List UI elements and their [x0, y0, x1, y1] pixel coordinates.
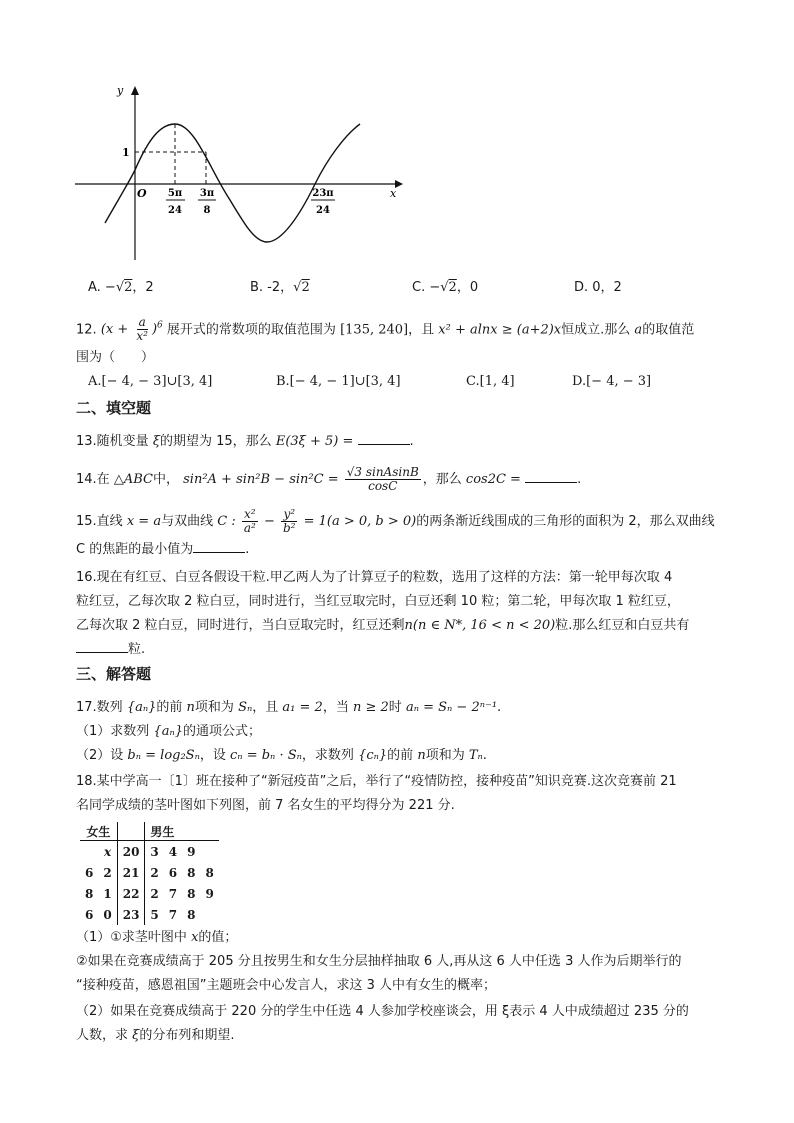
q16-line1: 16.现在有红豆、白豆各假设干粒.甲乙两人为了计算豆子的粒数，选用了这样的方法：第一轮甲每次取 4 — [76, 570, 673, 585]
q18-part1: （1）①求茎叶图中 x的值； — [76, 930, 238, 945]
q12-interval: [135, 240] — [340, 322, 409, 338]
answer-blank[interactable] — [193, 540, 245, 553]
table-row: 6 0 23 5 7 8 — [80, 904, 219, 925]
answer-blank[interactable] — [76, 640, 128, 653]
y-tick-label: 1 — [122, 146, 130, 159]
q12-text: 恒成立.那么 — [561, 322, 631, 338]
table-row: x 20 3 4 9 — [80, 841, 219, 863]
q17-part2: （2）设 bₙ = log₂Sₙ，设 cₙ = bₙ · Sₙ，求数列 {cₙ}的前 n项和为 Tₙ. — [76, 748, 487, 763]
x-tick-num: 5π — [167, 188, 183, 199]
option-tail: ，0 — [456, 280, 479, 295]
q12-option-b: B.[− 4, − 1]∪[3, 4] — [276, 374, 401, 389]
fraction: $\frac{a}{\text{x²}}$ — [136, 315, 148, 344]
sqrt-two: √2 — [293, 280, 310, 295]
option-tail: ，2 — [132, 280, 154, 295]
q11-option-a — [88, 276, 154, 295]
q12-number: 12. — [76, 322, 97, 338]
table-row: 8 1 22 2 7 8 9 — [80, 883, 219, 904]
section-heading-fill-blank: 二、填空题 — [76, 399, 152, 417]
q16-line3: 乙每次取 2 粒白豆，同时进行，当白豆取完时，红豆还剩n(n ∈ N*, 16 < n < 20)粒.那么红豆和白豆共有 — [76, 618, 690, 633]
male-header: 男生 — [145, 822, 219, 841]
q12-binomial: (x + $\frac{a}{\text{x²}}$ )$^6$ — [100, 315, 163, 344]
fraction: $\frac{\text{x²}}{\text{a²}}$ — [243, 507, 256, 535]
x-tick-den: 24 — [168, 205, 182, 216]
answer-blank[interactable] — [525, 470, 577, 483]
x-axis-label: x — [390, 187, 397, 200]
q12-option-c: C.[1, 4] — [466, 374, 515, 389]
sine-curve — [105, 124, 360, 242]
q18-part2b: 人数，求 ξ的分布列和期望. — [76, 1028, 235, 1043]
option-label: A. − — [88, 280, 116, 295]
q12-variable: a — [634, 322, 643, 338]
q15-line1: 15.直线 x = a与双曲线 C : $\frac{\text{x²}}{\text{a²}}$ − $\frac{\text{y²}}{\text{b²}}$ = 1(a > 0, b > 0)的两条渐近线围成的三角形的面积为 2，那么双曲线 — [76, 507, 715, 535]
q12-line2: 围为（ ） — [76, 350, 155, 365]
female-header: 女生 — [80, 822, 117, 841]
option-label: B. -2， — [250, 280, 294, 295]
q13: 13.随机变量 ξ的期望为 15，那么 E(3ξ + 5) = . — [76, 434, 414, 449]
q18-part1-2b: “接种疫苗，感恩祖国”主题班会中心发言人，求这 3 人中有女生的概率； — [76, 978, 497, 993]
q17-stem: 17.数列 {aₙ}的前 n项和为 Sₙ，且 a₁ = 2，当 n ≥ 2时 aₙ = Sₙ − 2ⁿ⁻¹. — [76, 700, 502, 715]
y-axis-label: y — [117, 84, 124, 97]
q11-option-c — [412, 276, 478, 295]
x-tick-den: 24 — [316, 205, 330, 216]
answer-blank[interactable] — [358, 432, 410, 445]
sqrt-two: √2 — [115, 280, 133, 295]
q14: 14.在 △ABC中， sin²A + sin²B − sin²C = $\frac{\text{√3 sinAsinB}}{\cos C}$ ，那么 cos2C = . — [76, 465, 582, 493]
q12-option-d: D.[− 4, − 3] — [572, 374, 652, 389]
q18-part1-2a: ②如果在竞赛成绩高于 205 分且按男生和女生分层抽样抽取 6 人,再从这 6 人中任选 3 人作为后期举行的 — [76, 954, 682, 969]
x-tick-den: 8 — [203, 205, 211, 216]
origin-label: O — [137, 187, 147, 200]
q12-line1 — [76, 316, 694, 343]
q12-inequality: x² + alnx ≥ (a+2)x — [438, 322, 562, 338]
q16-line4: 粒. — [76, 640, 145, 660]
q16-line2: 粒红豆，乙每次取 2 粒白豆，同时进行，当红豆取完时，白豆还剩 10 粒；第二轮，甲每次取 1 粒红豆， — [76, 594, 680, 609]
option-label: D. 0，2 — [574, 280, 622, 295]
section-heading-solutions: 三、解答题 — [76, 665, 152, 683]
stem-leaf-table — [80, 822, 219, 925]
y-axis-arrow — [131, 86, 139, 95]
q12-text: 的取值范 — [642, 322, 695, 338]
table-row: 6 2 21 2 6 8 8 — [80, 862, 219, 883]
q18-line1: 18.某中学高一〔1〕班在接种了“新冠疫苗”之后，举行了“疫情防控，接种疫苗”知识竞赛.这次竞赛前 21 — [76, 774, 677, 789]
x-tick-num: 23π — [312, 188, 334, 199]
q12-text: ，且 — [408, 322, 435, 338]
q17-part1: （1）求数列 {aₙ}的通项公式； — [76, 724, 261, 739]
q12-text: 展开式的常数项的取值范围为 — [166, 322, 336, 338]
fraction: $\frac{\text{y²}}{\text{b²}}$ — [282, 507, 296, 535]
q18-line2: 名同学成绩的茎叶图如下列图，前 7 名女生的平均得分为 221 分. — [76, 798, 455, 813]
q11-option-d — [574, 276, 622, 295]
option-label: C. − — [412, 280, 441, 295]
q18-part2a: （2）如果在竞赛成绩高于 220 分的学生中任选 4 人参加学校座谈会，用 ξ表示 4 人中成绩超过 235 分的 — [76, 1004, 689, 1019]
sqrt-two: √2 — [440, 280, 457, 295]
q12-option-a: A.[− 4, − 3]∪[3, 4] — [88, 374, 213, 389]
x-tick-num: 3π — [199, 188, 215, 199]
sine-graph — [60, 80, 410, 270]
q15-line2: C 的焦距的最小值为 . — [76, 542, 250, 557]
fraction: $\frac{\text{√3 sinAsinB}}{\cos C}$ — [346, 465, 419, 493]
q11-option-b — [250, 276, 310, 295]
